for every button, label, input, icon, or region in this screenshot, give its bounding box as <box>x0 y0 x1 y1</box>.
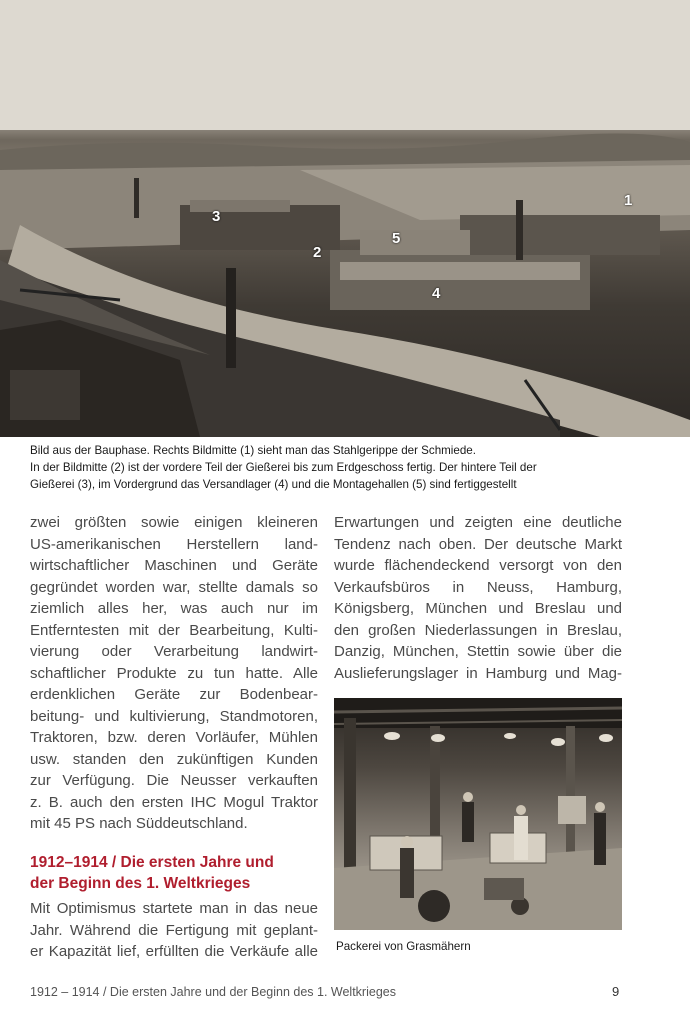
text-line: er Kapazität lief, erfüllten die Verkäufe alle <box>30 943 318 960</box>
photo-marker-2: 2 <box>313 244 322 261</box>
text-line: ziemlich alles her, was auch nur im <box>30 600 318 617</box>
text-line: Traktoren, bzw. deren Vorläufer, Mühlen <box>30 729 318 746</box>
text-line: wirtschaftlicher Maschinen und Geräte <box>30 557 318 574</box>
text-line: wurde flächendeckend versorgt von den <box>334 557 622 574</box>
heading-line: der Beginn des 1. Weltkrieges <box>30 875 251 892</box>
photo-marker-1: 1 <box>624 192 633 209</box>
text-line: Entferntesten mit der Bearbeitung, Kulti- <box>30 621 318 639</box>
text-line: Verkaufsbüros in Neuss, Hamburg, <box>334 578 622 596</box>
running-footer-title: 1912 – 1914 / Die ersten Jahre und der Beginn des 1. Weltkrieges <box>30 985 396 999</box>
body-text-right <box>334 512 622 684</box>
text-line: mit 45 PS nach Süddeutschland. <box>30 815 248 832</box>
text-line: beitung- und kultivierung, Standmotoren, <box>30 707 318 725</box>
packing-room-photo <box>334 698 622 930</box>
construction-photo <box>0 0 690 437</box>
text-line: z. B. auch den ersten IHC Mogul Traktor <box>30 793 318 811</box>
text-line: Tendenz nach oben. Der deutsche Markt <box>334 535 622 553</box>
text-line: Königsberg, München und Breslau und <box>334 600 622 617</box>
text-line: vierung oder Verarbeitung landwirt- <box>30 643 318 660</box>
photo-caption-top <box>30 442 670 493</box>
photo-marker-4: 4 <box>432 285 441 302</box>
caption-line: Bild aus der Bauphase. Rechts Bildmitte (1) sieht man das Stahlgerippe der Schmiede. <box>30 444 476 457</box>
text-line: Mit Optimismus startete man in das neue <box>30 900 318 917</box>
construction-photo-drawing <box>0 0 690 437</box>
heading-line: 1912–1914 / Die ersten Jahre und <box>30 854 274 871</box>
text-line: erdenklichen Geräte zur Bodenbear- <box>30 686 318 703</box>
text-line: Auslieferungslager in Hamburg und Mag- <box>334 664 622 682</box>
text-line: zur Verfügung. Die Neusser verkauften <box>30 772 318 789</box>
caption-line: In der Bildmitte (2) ist der vordere Teil der Gießerei bis zum Erdgeschoss fertig. Der hintere Teil der <box>30 461 537 474</box>
text-line: usw. standen den zukünftigen Kunden <box>30 750 318 768</box>
text-line: US-amerikanischen Herstellern land- <box>30 535 318 553</box>
text-line: den großen Niederlassungen in Breslau, <box>334 621 622 639</box>
text-line: zwei größten sowie einigen kleineren <box>30 514 318 531</box>
photo-marker-5: 5 <box>392 230 401 247</box>
text-line: schaftlicher Produkte zu tun hatte. Alle <box>30 664 318 682</box>
text-line: Erwartungen und zeigten eine deutliche <box>334 514 622 531</box>
page-number: 9 <box>612 984 620 999</box>
section-heading <box>30 852 330 894</box>
body-text-left-continued <box>30 898 318 963</box>
photo-caption-right: Packerei von Grasmähern <box>336 940 471 953</box>
caption-line: Gießerei (3), im Vordergrund das Versandlager (4) und die Montagehallen (5) sind fertiggestellt <box>30 478 517 491</box>
text-line: Danzig, München, Stettin sowie über die <box>334 643 622 660</box>
packing-room-drawing <box>334 698 622 930</box>
body-text-left <box>30 512 318 835</box>
text-line: gegründet worden war, stellte damals so <box>30 578 318 596</box>
text-line: Jahr. Während die Fertigung mit geplant- <box>30 921 318 939</box>
photo-marker-3: 3 <box>212 208 221 225</box>
